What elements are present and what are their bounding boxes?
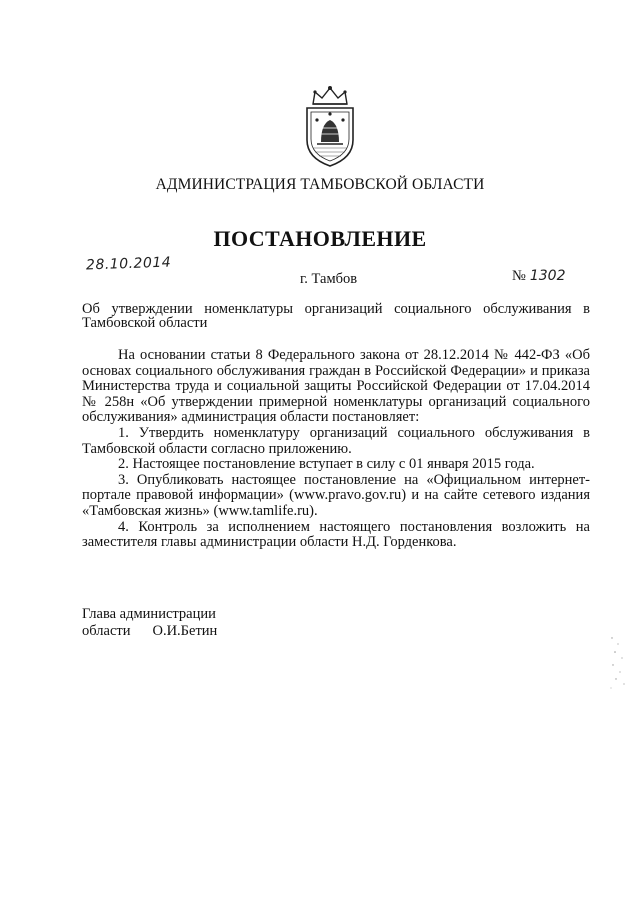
document-subject: Об утверждении номенклатуры организаций социального обслуживания в Тамбовской области: [82, 301, 590, 331]
issuing-authority: АДМИНИСТРАЦИЯ ТАМБОВСКОЙ ОБЛАСТИ: [155, 176, 485, 193]
signatory-region: области: [82, 623, 131, 639]
tambov-coat-of-arms-icon: [295, 84, 365, 168]
signatory-line: [82, 623, 217, 640]
preamble-paragraph: На основании статьи 8 Федерального закона от 28.12.2014 № 442-ФЗ «Об основах социального обслуживания граждан в Российской Федерации» и приказа Министерства труда и социальной защиты Российской Федерации от 17.04.2014 № 258н «Об утверждении примерной номенклатуры организаций социального обслуживания» администрация области постановляет:: [82, 347, 590, 426]
signatory-name: О.И.Бетин: [152, 623, 218, 639]
number-prefix: №: [512, 268, 526, 284]
signature-block: [82, 606, 217, 640]
resolution-item: 2. Настоящее постановление вступает в силу с 01 января 2015 года.: [118, 456, 535, 473]
resolution-item: 3. Опубликовать настоящее постановление на «Официальном интернет-портале правовой информации» (www.pravo.gov.ru) и на сайте сетевого издания «Тамбовская жизнь» (www.tamlife.ru).: [82, 471, 590, 519]
handwritten-date: 28.10.2014: [85, 254, 172, 274]
document-number: [512, 268, 565, 285]
handwritten-number: 1302: [529, 268, 566, 284]
signatory-position: Глава администрации: [82, 606, 216, 622]
document-title: ПОСТАНОВЛЕНИЕ: [213, 226, 427, 251]
resolution-item: 4. Контроль за исполнением настоящего постановления возложить на заместителя главы администрации области Н.Д. Горденкова.: [82, 518, 590, 551]
document-body: [82, 348, 590, 551]
scan-artifact: [608, 632, 632, 692]
city-label: г. Тамбов: [300, 271, 358, 287]
resolution-item: 1. Утвердить номенклатуру организаций социального обслуживания в Тамбовской области согласно приложению.: [82, 424, 590, 457]
